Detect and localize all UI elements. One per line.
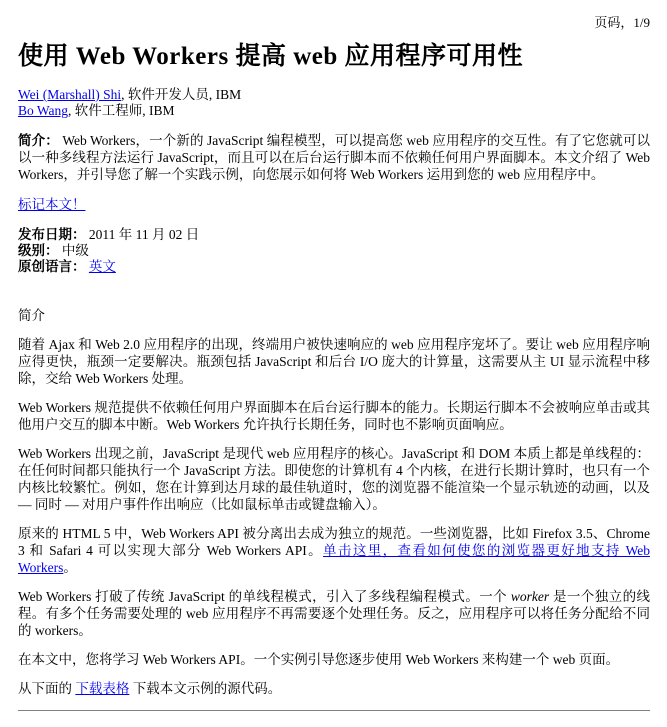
paragraph-text: Web Workers 出现之前，JavaScript 是现代 web 应用程序的核心。JavaScript 和 DOM 本质上都是单线程的：在任何时间都只能执行一个 JavaScript 方法。即使您的计算机有 4 个内核，在进行长期计算时，也只有一个内核比较繁忙。例如，您在计算到达月球的最佳轨道时，您的浏览器不能渲染一个显示轨迹的动画，以及 — 同时 — 对用户事件作出响应（比如鼠标单击或键盘输入）。 <box>18 446 650 512</box>
paragraph <box>18 525 650 576</box>
meta-value: 中级 <box>61 243 89 258</box>
paragraph <box>18 680 650 697</box>
meta-row-level <box>18 243 650 259</box>
paragraph-text: 是一个独立的线程。有多个任务需要处理的 web 应用程序不再需要逐个处理任务。反之，应用程序可以将任务分配给不同的 workers。 <box>18 589 651 638</box>
article-title: 使用 Web Workers 提高 web 应用程序可用性 <box>18 43 524 70</box>
italic-term: worker <box>510 589 550 604</box>
article-paragraphs <box>18 336 650 697</box>
meta-row-publish-date <box>18 227 650 243</box>
meta-label: 级别： <box>18 243 59 258</box>
paragraph <box>18 651 650 668</box>
mark-article-row <box>18 196 650 213</box>
paragraph-text: 从下面的 <box>18 681 76 696</box>
inline-link[interactable]: 下载表格 <box>75 681 130 696</box>
paragraph-text: Web Workers 规范提供不依赖任何用户界面脚本在后台运行脚本的能力。长期运行脚本不会被响应单击或其他用户交互的脚本中断。Web Workers 允许执行长期任务，同时也不影响页面响应。 <box>18 400 650 432</box>
meta-value: 2011 年 11 月 02 日 <box>88 227 200 242</box>
paragraph-text: 在本文中，您将学习 Web Workers API。一个实例引导您逐步使用 Web Workers 来构建一个 web 页面。 <box>18 652 620 667</box>
paragraph-text: 随着 Ajax 和 Web 2.0 应用程序的出现，终端用户被快速响应的 web 应用程序宠坏了。要让 web 应用程序响应得更快，瓶颈一定要解决。瓶颈包括 JavaScript 和后台 I/O 庞大的计算量，这需要从主 UI 显示流程中移除，交给 Web Workers 处理。 <box>18 337 650 386</box>
paragraph-text: 原来的 HTML 5 中，Web Workers API 被分离出去成为独立的规范。一些浏览器，比如 Firefox 3.5、Chrome 3 和 Safari 4 可以实现大部分 Web Workers API。 <box>18 526 650 558</box>
paragraph <box>18 588 650 639</box>
paragraph <box>18 399 650 433</box>
summary-paragraph <box>18 132 650 183</box>
paragraph-text: 下载本文示例的源代码。 <box>129 681 282 696</box>
summary-label: 简介： <box>18 133 59 148</box>
author-link[interactable]: Wei (Marshall) Shi <box>18 87 122 102</box>
author-role: , 软件工程师, IBM <box>68 103 175 118</box>
author-line <box>18 103 650 119</box>
page-number-label: 页码，1/9 <box>594 15 650 30</box>
inline-link[interactable]: 单击这里，查看如何使您的浏览器更好地支持 Web Workers <box>18 543 650 575</box>
summary-text: Web Workers，一个新的 JavaScript 编程模型，可以提高您 web 应用程序的交互性。有了它您就可以以一种多线程方法运行 JavaScript，而且可以在后台运行脚本而不依赖任何用户界面脚本。本文介绍了 Web Workers，并引导您了解一个实践示例，向您展示如何将 Web Workers 运用到您的 web 应用程序中。 <box>18 133 651 182</box>
paragraph-text: Web Workers 打破了传统 JavaScript 的单线程模式，引入了多线程编程模式。一个 <box>18 589 511 604</box>
page-bottom-rule <box>18 710 650 711</box>
paragraph <box>18 336 650 387</box>
original-language-link[interactable]: 英文 <box>88 259 116 274</box>
paragraph <box>18 445 650 513</box>
meta-label: 原创语言： <box>18 259 86 274</box>
section-heading-intro: 简介 <box>18 308 45 323</box>
author-line <box>18 87 650 103</box>
paragraph-text: 。 <box>63 560 77 575</box>
article-meta <box>18 227 650 275</box>
meta-label: 发布日期： <box>18 227 86 242</box>
author-link[interactable]: Bo Wang <box>18 103 69 118</box>
meta-row-original-language <box>18 259 650 275</box>
mark-article-link[interactable]: 标记本文！ <box>18 197 86 212</box>
author-role: , 软件开发人员, IBM <box>121 87 242 102</box>
author-list <box>18 87 650 119</box>
